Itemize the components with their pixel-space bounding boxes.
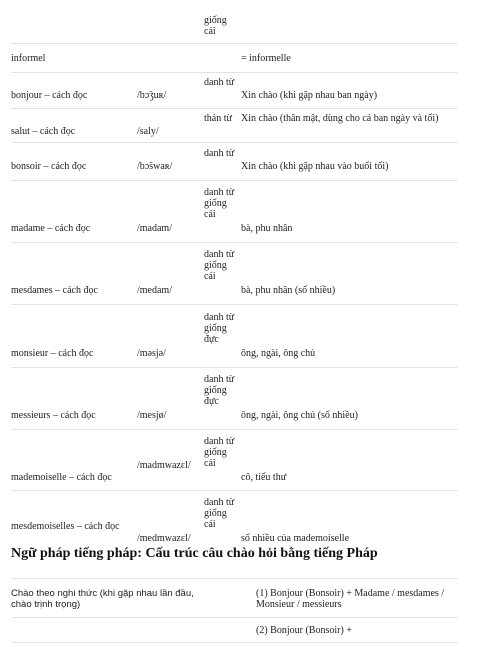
table-row bbox=[11, 618, 458, 643]
french-word: monsieur – cách đọc bbox=[11, 348, 94, 359]
french-word: mesdames – cách đọc bbox=[11, 285, 98, 296]
word-type: giống cái bbox=[204, 15, 227, 37]
table-row bbox=[11, 181, 458, 243]
word-meaning: số nhiều của mademoiselle bbox=[241, 533, 350, 544]
table-row bbox=[11, 109, 458, 143]
french-word: bonsoir – cách đọc bbox=[11, 161, 87, 172]
table-row bbox=[11, 0, 458, 44]
word-meaning: Xin chào (khi gặp nhau vào buổi tối) bbox=[241, 161, 389, 172]
pronunciation: /mesjø/ bbox=[137, 410, 167, 421]
french-word: informel bbox=[11, 53, 46, 64]
table-row bbox=[11, 44, 458, 73]
french-word: salut – cách đọc bbox=[11, 126, 76, 137]
word-type: danh từ giống cái bbox=[204, 187, 235, 220]
pronunciation: /medmwazɛl/ bbox=[137, 533, 191, 544]
word-type: danh từ giống đực bbox=[204, 312, 235, 345]
word-meaning: Xin chào (thân mật, dùng cho cả ban ngày và tối) bbox=[241, 113, 439, 124]
french-word: bonjour – cách đọc bbox=[11, 90, 88, 101]
pronunciation: /medam/ bbox=[137, 285, 172, 296]
table-row bbox=[11, 430, 458, 491]
french-word: mademoiselle – cách đọc bbox=[11, 472, 112, 483]
word-type: danh từ bbox=[204, 77, 235, 88]
greeting-structure: (1) Bonjour (Bonsoir) + Madame / mesdames / Monsieur / messieurs bbox=[256, 588, 445, 610]
pronunciation: /bɔ̃ʒuʀ/ bbox=[137, 90, 167, 101]
word-meaning: = informelle bbox=[241, 53, 291, 64]
vocabulary-table bbox=[11, 0, 458, 552]
word-type: danh từ giống cái bbox=[204, 249, 235, 282]
french-word: madame – cách đọc bbox=[11, 223, 91, 234]
pronunciation: /bɔ̃swaʀ/ bbox=[137, 161, 173, 172]
pronunciation: /madmwazɛl/ bbox=[137, 460, 191, 471]
table-row bbox=[11, 143, 458, 181]
word-meaning: ông, ngài, ông chủ bbox=[241, 348, 316, 359]
word-type: danh từ giống cái bbox=[204, 497, 235, 530]
word-meaning: ông, ngài, ông chủ (số nhiều) bbox=[241, 410, 358, 421]
table-row bbox=[11, 579, 458, 618]
pronunciation: /saly/ bbox=[137, 126, 159, 137]
word-type: danh từ bbox=[204, 148, 235, 159]
table-row bbox=[11, 243, 458, 305]
word-meaning: bà, phu nhân (số nhiều) bbox=[241, 285, 336, 296]
table-row bbox=[11, 73, 458, 109]
table-row bbox=[11, 491, 458, 552]
grammar-table bbox=[11, 578, 458, 643]
word-type: danh từ giống cái bbox=[204, 436, 235, 469]
word-type: thán từ bbox=[204, 113, 232, 124]
section-title: Ngữ pháp tiếng pháp: Cấu trúc câu chào hỏi bằng tiếng Pháp bbox=[11, 546, 378, 561]
greeting-structure: (2) Bonjour (Bonsoir) + bbox=[256, 625, 352, 636]
word-meaning: bà, phu nhân bbox=[241, 223, 293, 234]
word-meaning: cô, tiểu thư bbox=[241, 472, 287, 483]
french-word: messieurs – cách đọc bbox=[11, 410, 96, 421]
word-type: danh từ giống đực bbox=[204, 374, 235, 407]
pronunciation: /məsjə/ bbox=[137, 348, 166, 359]
table-row bbox=[11, 305, 458, 368]
table-row bbox=[11, 368, 458, 430]
french-word: mesdemoiselles – cách đọc bbox=[11, 521, 120, 532]
greeting-context: Chào theo nghi thức (khi gặp nhau lần đầu, chào trịnh trọng) bbox=[11, 588, 194, 610]
word-meaning: Xin chào (khi gặp nhau ban ngày) bbox=[241, 90, 378, 101]
pronunciation: /madam/ bbox=[137, 223, 172, 234]
